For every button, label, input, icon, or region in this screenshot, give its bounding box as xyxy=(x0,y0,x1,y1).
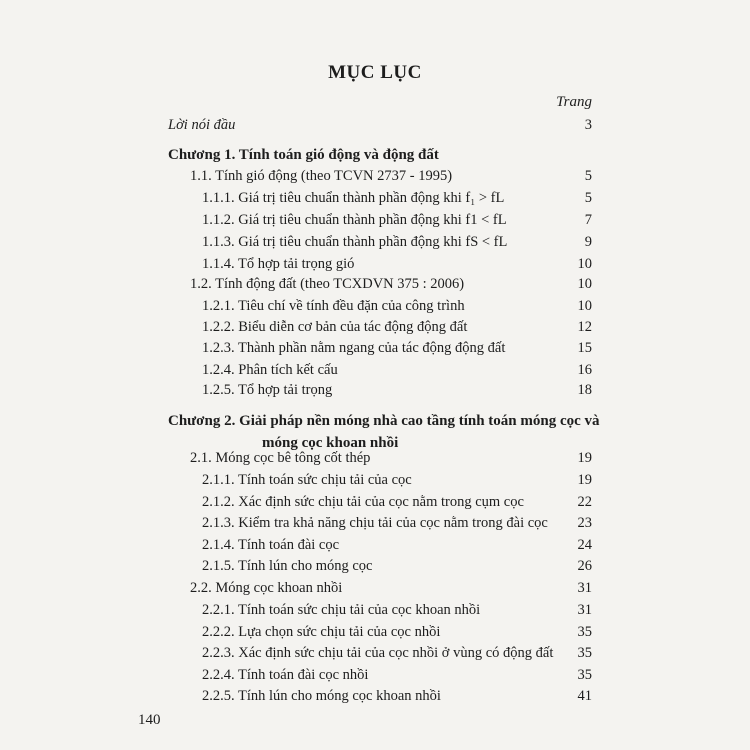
toc-entry-page: 31 xyxy=(577,602,592,618)
toc-entry-page: 22 xyxy=(577,494,592,510)
toc-entry[interactable] xyxy=(0,340,750,362)
toc-entry-page: 10 xyxy=(577,276,592,292)
toc-entry-page: 35 xyxy=(577,645,592,661)
toc-entry-text: 2.2.4. Tính toán đài cọc nhồi xyxy=(202,667,369,683)
toc-entry-text: Chương 1. Tính toán gió động và động đất xyxy=(168,147,439,163)
toc-entry-text: 1.1.3. Giá trị tiêu chuẩn thành phần động khi fS < fL xyxy=(202,234,508,250)
page-title: MỤC LỤC xyxy=(328,62,422,83)
toc-entry-text: 2.1.2. Xác định sức chịu tải của cọc nằm trong cụm cọc xyxy=(202,494,524,510)
toc-entry-page: 16 xyxy=(577,362,592,378)
toc-entry[interactable] xyxy=(0,362,750,384)
toc-entry[interactable] xyxy=(0,472,750,494)
toc-entry[interactable] xyxy=(0,688,750,710)
toc-entry-text: 1.2.2. Biểu diễn cơ bản của tác động động đất xyxy=(202,319,468,335)
toc-entry-text: 2.2.3. Xác định sức chịu tải của cọc nhồi ở vùng có động đất xyxy=(202,645,554,661)
toc-entry-text: 1.2.3. Thành phần nằm ngang của tác động động đất xyxy=(202,340,506,356)
toc-entry-text: 1.2. Tính động đất (theo TCXDVN 375 : 2006) xyxy=(190,276,465,292)
toc-entry-page: 31 xyxy=(577,580,592,596)
toc-entry-text: 1.1. Tính gió động (theo TCVN 2737 - 1995) xyxy=(190,168,453,184)
toc-entry-page: 10 xyxy=(577,256,592,272)
toc-entry-text: 2.1.5. Tính lún cho móng cọc xyxy=(202,558,373,574)
page-column-label: Trang xyxy=(556,94,592,110)
toc-entry-page: 7 xyxy=(584,212,592,228)
toc-chapter[interactable] xyxy=(0,147,750,169)
toc-entry-text: 2.1.3. Kiểm tra khả năng chịu tải của cọc nằm trong đài cọc xyxy=(202,515,548,531)
toc-entry-page: 19 xyxy=(577,472,592,488)
toc-entry-text: 1.1.4. Tổ hợp tải trọng gió xyxy=(202,256,355,272)
toc-entry-text: 2.1. Móng cọc bê tông cốt thép xyxy=(190,450,371,466)
toc-entry[interactable] xyxy=(0,580,750,602)
page-number: 140 xyxy=(138,712,161,728)
toc-entry[interactable] xyxy=(0,602,750,624)
toc-entry-page: 19 xyxy=(577,450,592,466)
toc-entry-page: 5 xyxy=(584,168,592,184)
toc-entry-page: 18 xyxy=(577,382,592,398)
toc-entry-text: 2.2. Móng cọc khoan nhồi xyxy=(190,580,343,596)
toc-entry[interactable] xyxy=(0,117,750,139)
toc-entry-page: 15 xyxy=(577,340,592,356)
toc-entry-page: 41 xyxy=(577,688,592,704)
toc-entry[interactable] xyxy=(0,212,750,234)
toc-entry[interactable] xyxy=(0,190,750,212)
toc-entry-page: 35 xyxy=(577,624,592,640)
toc-entry-text: 2.1.1. Tính toán sức chịu tải của cọc xyxy=(202,472,412,488)
toc-entry-text: Chương 2. Giải pháp nền móng nhà cao tầng tính toán móng cọc và xyxy=(168,413,600,429)
toc-entry-text: 1.2.4. Phân tích kết cấu xyxy=(202,362,338,378)
toc-entry-page: 35 xyxy=(577,667,592,683)
toc-entry[interactable] xyxy=(0,494,750,516)
toc-entry[interactable] xyxy=(0,450,750,472)
toc-entry[interactable] xyxy=(0,537,750,559)
toc-entry[interactable] xyxy=(0,515,750,537)
toc-entry-page: 3 xyxy=(584,117,592,133)
toc-entry-text: 2.2.1. Tính toán sức chịu tải của cọc khoan nhồi xyxy=(202,602,481,618)
toc-chapter[interactable] xyxy=(0,410,750,454)
toc-entry-text: 2.2.5. Tính lún cho móng cọc khoan nhồi xyxy=(202,688,441,704)
toc-entry-text: 2.1.4. Tính toán đài cọc xyxy=(202,537,340,553)
toc-entry[interactable] xyxy=(0,276,750,298)
toc-entry[interactable] xyxy=(0,168,750,190)
toc-entry[interactable] xyxy=(0,382,750,404)
toc-entry-text: 1.1.2. Giá trị tiêu chuẩn thành phần động khi f1 < fL xyxy=(202,212,507,228)
toc-entry-page: 9 xyxy=(584,234,592,250)
toc-entry-text: 1.2.1. Tiêu chí về tính đều đặn của công trình xyxy=(202,298,465,314)
toc-entry-page: 10 xyxy=(577,298,592,314)
toc-entry[interactable] xyxy=(0,558,750,580)
toc-entry-text: 2.2.2. Lựa chọn sức chịu tải của cọc nhồi xyxy=(202,624,441,640)
toc-entry[interactable] xyxy=(0,298,750,320)
toc-entry-page: 23 xyxy=(577,515,592,531)
toc-entry[interactable] xyxy=(0,645,750,667)
toc-entry-text: 1.2.5. Tổ hợp tải trọng xyxy=(202,382,333,398)
toc-entry-text-continued: móng cọc khoan nhồi xyxy=(262,435,399,451)
toc-entry-text: 1.1.1. Giá trị tiêu chuẩn thành phần động khi f₁ > fL xyxy=(202,190,505,206)
toc-entry[interactable] xyxy=(0,319,750,341)
toc-entry[interactable] xyxy=(0,256,750,278)
toc-entry[interactable] xyxy=(0,624,750,646)
toc-entry[interactable] xyxy=(0,234,750,256)
toc-entry-page: 24 xyxy=(577,537,592,553)
toc-entry[interactable] xyxy=(0,667,750,689)
toc-entry-page: 26 xyxy=(577,558,592,574)
toc-entry-page: 5 xyxy=(584,190,592,206)
toc-entry-page: 12 xyxy=(577,319,592,335)
toc-entry-text: Lời nói đầu xyxy=(168,117,236,133)
